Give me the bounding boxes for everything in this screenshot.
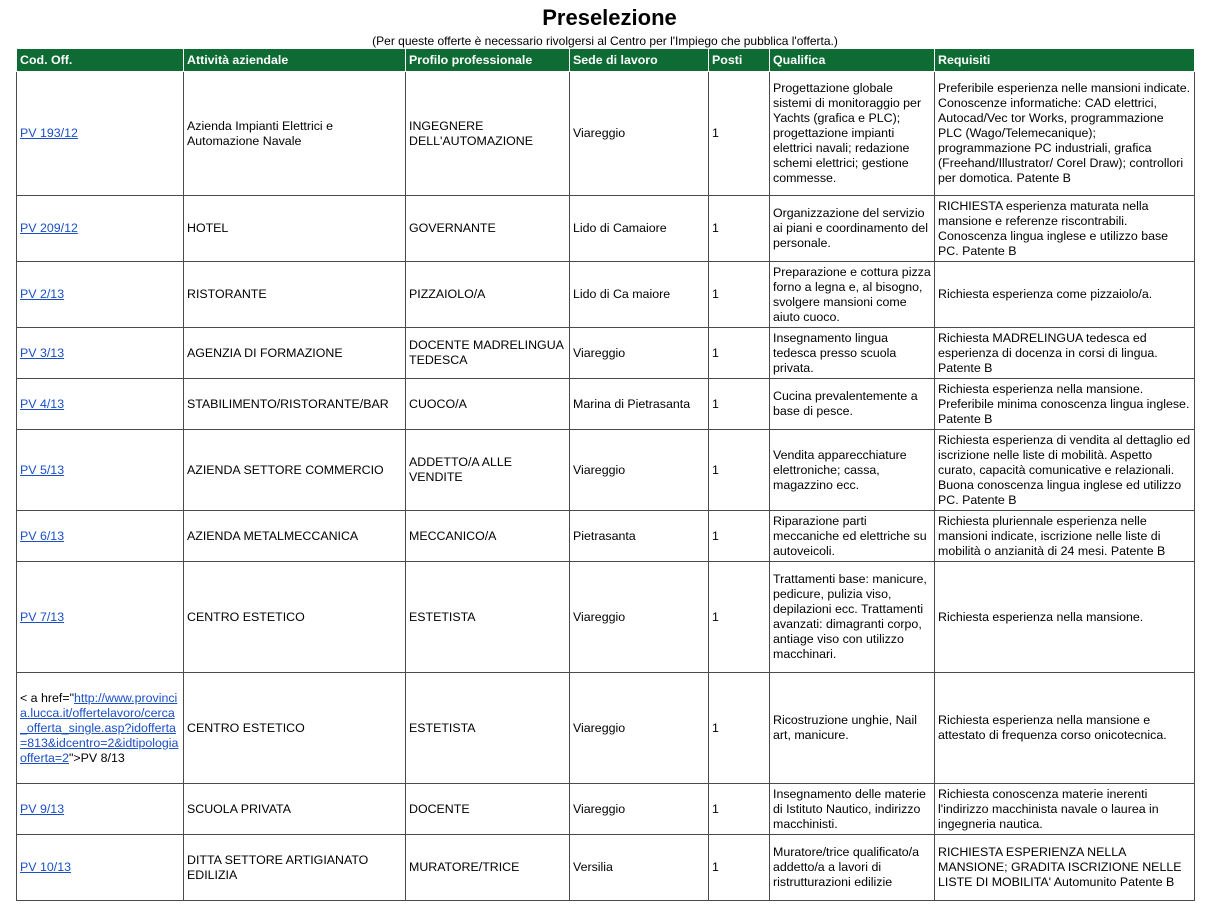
cell-code xyxy=(17,328,184,379)
cell-profilo: ADDETTO/A ALLE VENDITE xyxy=(406,430,570,511)
cell-profilo: INGEGNERE DELL'AUTOMAZIONE xyxy=(406,72,570,196)
cell-requisiti: Richiesta esperienza nella mansione e attestato di frequenza corso onicotecnica. xyxy=(935,673,1195,784)
raw-html-suffix: ">PV 8/13 xyxy=(69,750,125,765)
cell-profilo: ESTETISTA xyxy=(406,562,570,673)
table-row xyxy=(17,784,1195,835)
header-qualifica: Qualifica xyxy=(770,49,935,72)
cell-profilo: GOVERNANTE xyxy=(406,196,570,262)
table-header-row xyxy=(17,49,1195,72)
table-row xyxy=(17,673,1195,784)
cell-requisiti: Preferibile esperienza nelle mansioni indicate. Conoscenze informatiche: CAD elettrici, Autocad/Vec tor Works, programmazione PLC (Wago/Telemecanique); programmazione PC industriali, grafica (Freehand/Illustrator/ Corel Draw); controllori per domotica. Patente B xyxy=(935,72,1195,196)
cell-profilo: ESTETISTA xyxy=(406,673,570,784)
cell-code xyxy=(17,511,184,562)
cell-qualifica: Preparazione e cottura pizza forno a legna e, al bisogno, svolgere mansioni come aiuto cuoco. xyxy=(770,262,935,328)
cell-posti: 1 xyxy=(709,673,770,784)
page-title: Preselezione xyxy=(542,5,677,30)
cell-attivita: STABILIMENTO/RISTORANTE/BAR xyxy=(184,379,406,430)
cell-requisiti: RICHIESTA esperienza maturata nella mansione e referenze riscontrabili. Conoscenza lingua inglese e utilizzo base PC. Patente B xyxy=(935,196,1195,262)
cell-profilo: DOCENTE MADRELINGUA TEDESCA xyxy=(406,328,570,379)
cell-attivita: AZIENDA METALMECCANICA xyxy=(184,511,406,562)
cell-profilo: MECCANICO/A xyxy=(406,511,570,562)
cell-sede: Pietrasanta xyxy=(570,511,709,562)
cell-code xyxy=(17,72,184,196)
table-row xyxy=(17,72,1195,196)
table-row xyxy=(17,196,1195,262)
offers-table xyxy=(16,48,1195,901)
offer-link[interactable]: PV 10/13 xyxy=(20,860,71,874)
cell-profilo: PIZZAIOLO/A xyxy=(406,262,570,328)
offer-link[interactable]: PV 209/12 xyxy=(20,221,78,235)
cell-profilo: MURATORE/TRICE xyxy=(406,835,570,901)
page-subtitle: (Per queste offerte è necessario rivolgersi al Centro per l'Impiego che pubblica l'offerta.) xyxy=(372,34,838,48)
cell-posti: 1 xyxy=(709,72,770,196)
cell-qualifica: Insegnamento lingua tedesca presso scuola privata. xyxy=(770,328,935,379)
header-requisiti: Requisiti xyxy=(935,49,1195,72)
header-profilo: Profilo professionale xyxy=(406,49,570,72)
cell-qualifica: Organizzazione del servizio ai piani e coordinamento del personale. xyxy=(770,196,935,262)
cell-posti: 1 xyxy=(709,196,770,262)
cell-attivita: SCUOLA PRIVATA xyxy=(184,784,406,835)
offer-link[interactable]: PV 9/13 xyxy=(20,801,65,816)
cell-sede: Viareggio xyxy=(570,328,709,379)
header-sede: Sede di lavoro xyxy=(570,49,709,72)
cell-requisiti: Richiesta MADRELINGUA tedesca ed esperienza di docenza in corsi di lingua. Patente B xyxy=(935,328,1195,379)
table-row xyxy=(17,511,1195,562)
offer-link[interactable]: PV 193/12 xyxy=(20,126,78,140)
offer-url-link[interactable]: http://www.provincia.lucca.it/offertelavoro/cerca_offerta_single.asp?idofferta=813&idcentro=2&idtipologiaofferta=2 xyxy=(20,690,179,765)
table-row xyxy=(17,328,1195,379)
offer-link[interactable]: PV 5/13 xyxy=(20,462,65,477)
cell-attivita: RISTORANTE xyxy=(184,262,406,328)
cell-qualifica: Vendita apparecchiature elettroniche; cassa, magazzino ecc. xyxy=(770,430,935,511)
cell-qualifica: Ricostruzione unghie, Nail art, manicure. xyxy=(770,673,935,784)
cell-requisiti: Richiesta esperienza nella mansione. Preferibile minima conoscenza lingua inglese. Patente B xyxy=(935,379,1195,430)
header-posti: Posti xyxy=(709,49,770,72)
cell-code xyxy=(17,430,184,511)
cell-sede: Viareggio xyxy=(570,72,709,196)
cell-qualifica: Muratore/trice qualificato/a addetto/a a lavori di ristrutturazioni edilizie xyxy=(770,835,935,901)
cell-code xyxy=(17,562,184,673)
cell-sede: Lido di Ca maiore xyxy=(570,262,709,328)
cell-qualifica: Cucina prevalentemente a base di pesce. xyxy=(770,379,935,430)
cell-qualifica: Trattamenti base: manicure, pedicure, pulizia viso, depilazioni ecc. Trattamenti avanzati: dimagranti corpo, antiage viso con utilizzo macchinari. xyxy=(770,562,935,673)
table-body xyxy=(17,72,1195,901)
cell-posti: 1 xyxy=(709,262,770,328)
table-row xyxy=(17,835,1195,901)
cell-sede: Lido di Camaiore xyxy=(570,196,709,262)
cell-qualifica: Riparazione parti meccaniche ed elettriche su autoveicoli. xyxy=(770,511,935,562)
cell-posti: 1 xyxy=(709,562,770,673)
cell-requisiti: Richiesta esperienza di vendita al dettaglio ed iscrizione nelle liste di mobilità. Aspetto curato, capacità comunicative e relazionali. Buona conoscenza lingua inglese ed utilizzo PC. Patente B xyxy=(935,430,1195,511)
offer-link[interactable]: PV 2/13 xyxy=(20,287,65,301)
cell-sede: Viareggio xyxy=(570,673,709,784)
cell-posti: 1 xyxy=(709,511,770,562)
cell-posti: 1 xyxy=(709,430,770,511)
cell-posti: 1 xyxy=(709,328,770,379)
cell-attivita: CENTRO ESTETICO xyxy=(184,562,406,673)
cell-requisiti: RICHIESTA ESPERIENZA NELLA MANSIONE; GRADITA ISCRIZIONE NELLE LISTE DI MOBILITA' Automunito Patente B xyxy=(935,835,1195,901)
table-row xyxy=(17,562,1195,673)
cell-code xyxy=(17,262,184,328)
cell-posti: 1 xyxy=(709,784,770,835)
cell-requisiti: Richiesta conoscenza materie inerenti l'indirizzo macchinista navale o laurea in ingegneria nautica. xyxy=(935,784,1195,835)
offer-link[interactable]: PV 3/13 xyxy=(20,345,65,360)
cell-requisiti: Richiesta esperienza nella mansione. xyxy=(935,562,1195,673)
cell-sede: Viareggio xyxy=(570,784,709,835)
cell-profilo: DOCENTE xyxy=(406,784,570,835)
cell-code xyxy=(17,379,184,430)
cell-code xyxy=(17,835,184,901)
offer-link[interactable]: PV 4/13 xyxy=(20,396,65,411)
table-row xyxy=(17,262,1195,328)
cell-sede: Viareggio xyxy=(570,430,709,511)
header-attivita: Attività aziendale xyxy=(184,49,406,72)
table-row xyxy=(17,430,1195,511)
offer-link[interactable]: PV 7/13 xyxy=(20,609,65,624)
cell-profilo: CUOCO/A xyxy=(406,379,570,430)
cell-code xyxy=(17,784,184,835)
cell-attivita: AGENZIA DI FORMAZIONE xyxy=(184,328,406,379)
cell-attivita: AZIENDA SETTORE COMMERCIO xyxy=(184,430,406,511)
cell-requisiti: Richiesta pluriennale esperienza nelle mansioni indicate, iscrizione nelle liste di mobilità o anzianità di 24 mesi. Patente B xyxy=(935,511,1195,562)
cell-code xyxy=(17,196,184,262)
raw-html-prefix: < a href=" xyxy=(20,690,74,705)
cell-attivita: CENTRO ESTETICO xyxy=(184,673,406,784)
cell-code xyxy=(17,673,184,784)
cell-attivita: HOTEL xyxy=(184,196,406,262)
cell-sede: Marina di Pietrasanta xyxy=(570,379,709,430)
header-cod-off: Cod. Off. xyxy=(17,49,184,72)
cell-sede: Viareggio xyxy=(570,562,709,673)
cell-posti: 1 xyxy=(709,379,770,430)
cell-qualifica: Progettazione globale sistemi di monitoraggio per Yachts (grafica e PLC); progettazione impianti elettrici navali; redazione schemi elettrici; gestione commesse. xyxy=(770,72,935,196)
cell-requisiti: Richiesta esperienza come pizzaiolo/a. xyxy=(935,262,1195,328)
cell-attivita: DITTA SETTORE ARTIGIANATO EDILIZIA xyxy=(184,835,406,901)
cell-posti: 1 xyxy=(709,835,770,901)
cell-sede: Versilia xyxy=(570,835,709,901)
offer-link[interactable]: PV 6/13 xyxy=(20,528,65,543)
cell-attivita: Azienda Impianti Elettrici e Automazione Navale xyxy=(184,72,406,196)
cell-qualifica: Insegnamento delle materie di Istituto Nautico, indirizzo macchinisti. xyxy=(770,784,935,835)
table-row xyxy=(17,379,1195,430)
